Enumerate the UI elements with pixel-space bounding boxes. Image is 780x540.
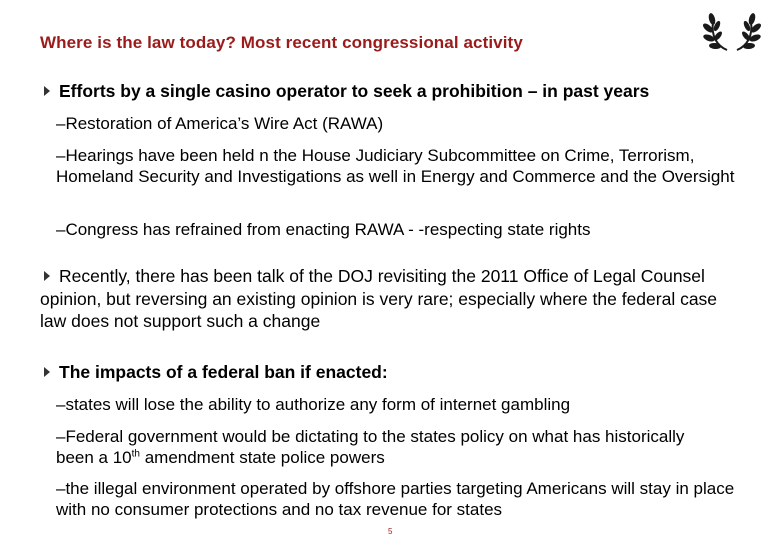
sub-superscript: th — [131, 448, 140, 460]
sub-text: amendment state police powers — [139, 448, 385, 467]
laurel-wreath-icon — [703, 8, 761, 54]
sub-item-hearings: –Hearings have been held n the House Judiciary Subcommittee on Crime, Terrorism, Homeland Security and Investigations as well in Energy and Commerce and the Oversight — [56, 146, 735, 186]
bullet-casino-operator — [40, 80, 649, 102]
sub-item-states: –states will lose the ability to authorize any form of internet gambling — [56, 395, 571, 414]
sub-item-rawa: –Restoration of America’s Wire Act (RAWA) — [56, 114, 384, 133]
sub-text: –Federal government would be dictating to the states policy on what has historically been a 10 — [56, 427, 685, 467]
bullet-text: Efforts by a single casino operator to seek a prohibition – in past years — [59, 81, 650, 101]
bullet-text: Recently, there has been talk of the DOJ revisiting the 2011 Office of Legal Counsel opinion, but reversing an existing opinion is very rare; especially where the federal case law does not support such a change — [40, 266, 718, 331]
bullet-text: The impacts of a federal ban if enacted: — [59, 362, 388, 382]
bullet-doj — [40, 265, 740, 333]
triangle-right-icon — [44, 367, 50, 377]
sub-item-illegal-environment: –the illegal environment operated by offshore parties targeting Americans will stay in place with no consumer protections and no tax revenue for states — [56, 479, 735, 519]
bullet-impacts — [40, 361, 388, 383]
triangle-right-icon — [44, 271, 50, 281]
sub-item-federal-government — [56, 426, 726, 468]
sub-item-congress: –Congress has refrained from enacting RAWA - -respecting state rights — [56, 220, 591, 239]
triangle-right-icon — [44, 86, 50, 96]
page-number: 5 — [388, 527, 393, 536]
slide-title: Where is the law today? Most recent congressional activity — [40, 33, 523, 52]
